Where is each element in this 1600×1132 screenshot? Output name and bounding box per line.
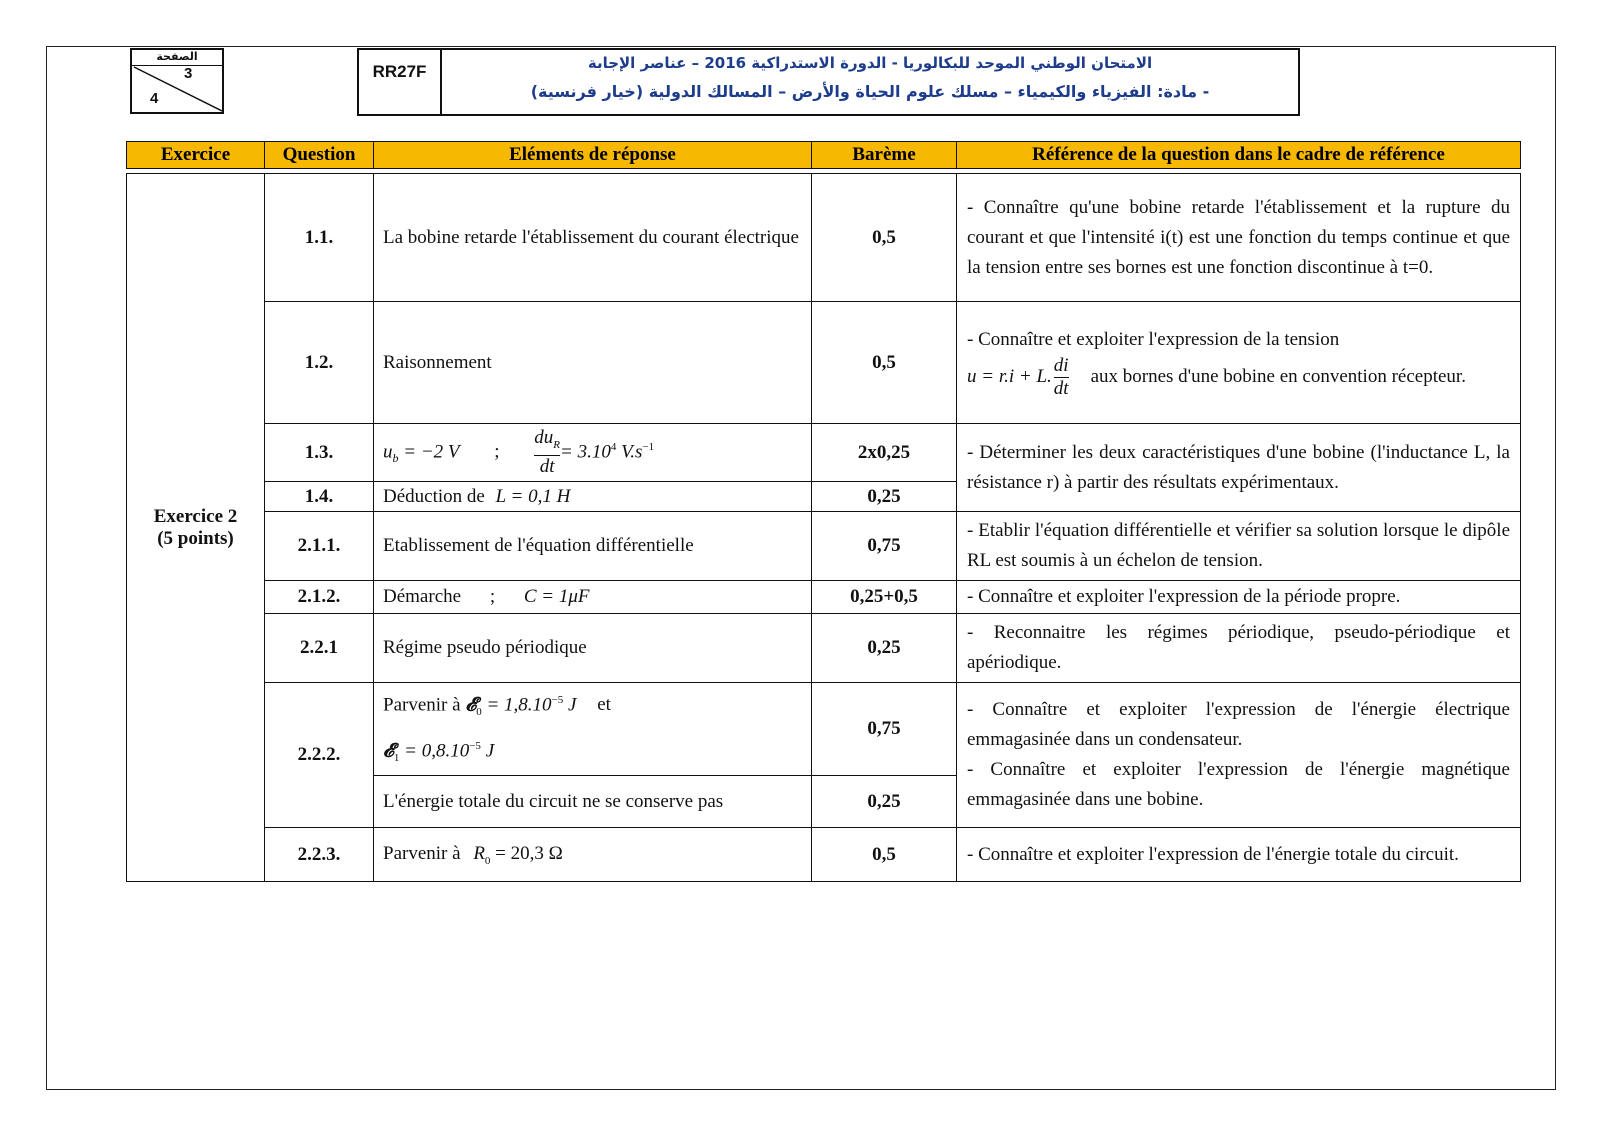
answer-cell (374, 424, 812, 482)
fraction-numerator: du (534, 426, 554, 448)
answer-cell (374, 683, 812, 776)
u-b-sub: b (392, 450, 399, 465)
reference-text: - Connaître et exploiter l'expression de la période propre. (967, 586, 1401, 607)
score-cell: 0,25 (812, 776, 957, 828)
table-header-row (127, 142, 1521, 169)
score-cell: 0,25 (812, 614, 957, 683)
answer-text: Démarche (383, 586, 462, 607)
derivative-fraction (534, 427, 560, 479)
answer-cell: L'énergie totale du circuit ne se conserve pas (374, 776, 812, 828)
u-b-symbol: u (383, 440, 393, 462)
reference-cell (957, 174, 1521, 302)
exercise-label: Exercice 2 (153, 505, 238, 527)
fraction-numerator-sub: R (553, 438, 561, 451)
u-b-value: = −2 V (398, 440, 460, 462)
table-row (127, 424, 1521, 482)
answer-cell (374, 828, 812, 882)
derivative-exp: 4 (610, 440, 617, 453)
answer-text: Déduction de (383, 485, 485, 507)
table-row (127, 683, 1521, 776)
exercise-points: (5 points) (157, 527, 234, 549)
table-row (127, 614, 1521, 683)
question-number: 1.2. (265, 302, 374, 424)
question-number: 2.2.3. (265, 828, 374, 882)
exam-title-box (440, 48, 1300, 116)
header-bareme: Barème (812, 142, 957, 169)
score-cell: 0,75 (812, 683, 957, 776)
answer-text: Parvenir à (383, 842, 461, 864)
score-cell: 0,75 (812, 512, 957, 581)
reference-text: - Connaître et exploiter l'expression de l'énergie électrique emmagasinée dans un condensateur. (967, 699, 1510, 751)
answer-cell: Raisonnement (374, 302, 812, 424)
energy-exp-1: −5 (469, 740, 481, 753)
answer-cell: La bobine retarde l'établissement du courant électrique (374, 174, 812, 302)
reference-cell (957, 683, 1521, 828)
reference-cell (957, 424, 1521, 512)
question-number: 1.3. (265, 424, 374, 482)
score-cell: 2x0,25 (812, 424, 957, 482)
energy-sub-1: 1 (393, 752, 400, 765)
reference-text: - Connaître et exploiter l'expression de la tension (967, 329, 1340, 350)
energy-exp-0: −5 (551, 694, 564, 706)
reference-text: - Reconnaitre les régimes périodique, pseudo-périodique et apériodique. (967, 622, 1510, 673)
reference-text: - Déterminer les deux caractéristiques d'une bobine (l'inductance L, la résistance r) à partir des résultats expérimentaux. (967, 441, 1510, 493)
table-row (127, 828, 1521, 882)
reference-text: - Connaître et exploiter l'expression de l'énergie totale du circuit. (967, 843, 1459, 865)
exam-title-line1: الامتحان الوطني الموحد للبكالوريا - الدورة الاستدراكية 2016 – عناصر الإجابة (587, 54, 1153, 72)
score-cell: 0,5 (812, 828, 957, 882)
reference-cell (957, 828, 1521, 882)
table-row (127, 302, 1521, 424)
score-cell: 0,5 (812, 174, 957, 302)
exam-title-line2: - مادة: الفيزياء والكيمياء – مسلك علوم الحياة والأرض – المسالك الدولية (خيار فرنسية) (530, 82, 1210, 101)
resistance-sub: 0 (484, 854, 491, 867)
resistance-symbol: R (473, 842, 485, 864)
answer-cell: Etablissement de l'équation différentielle (374, 512, 812, 581)
question-number: 1.4. (265, 482, 374, 512)
page-current: 3 (184, 65, 193, 82)
separator: ; (494, 440, 500, 462)
derivative-unit: V.s (616, 440, 643, 462)
answer-cell: Régime pseudo périodique (374, 614, 812, 683)
resistance-value: = 20,3 Ω (490, 842, 563, 864)
inductance-value: L = 0,1 H (495, 485, 571, 507)
page-divider-line (132, 65, 222, 113)
answer-table (126, 141, 1521, 882)
score-cell: 0,25 (812, 482, 957, 512)
fraction-denominator: dt (1053, 378, 1069, 399)
question-number: 2.1.1. (265, 512, 374, 581)
table-row (127, 174, 1521, 302)
energy-symbol-1: 𝓔 (383, 740, 394, 762)
header-exercice: Exercice (127, 142, 265, 169)
reference-text-2: - Connaître et exploiter l'expression de l'énergie magnétique emmagasinée dans une bobine. (967, 759, 1510, 811)
question-number: 2.2.1 (265, 614, 374, 683)
reference-cell (957, 512, 1521, 581)
answer-text: Parvenir à (383, 694, 461, 716)
exam-code: RR27F (357, 48, 440, 116)
reference-text: aux bornes d'une bobine en convention récepteur. (1090, 365, 1466, 387)
energy-value-1: = 0,8.10 (399, 740, 470, 762)
score-cell: 0,25+0,5 (812, 581, 957, 614)
reference-cell (957, 581, 1521, 614)
answer-cell (374, 581, 812, 614)
table-row (127, 581, 1521, 614)
question-number: 2.2.2. (265, 683, 374, 828)
reference-cell (957, 302, 1521, 424)
score-cell: 0,5 (812, 302, 957, 424)
page-label: الصفحة (132, 50, 222, 66)
energy-value-0: = 1,8.10 (481, 694, 552, 716)
reference-cell (957, 614, 1521, 683)
answer-cell (374, 482, 812, 512)
question-number: 1.1. (265, 174, 374, 302)
conjunction: et (597, 694, 611, 716)
derivative-value: = 3.10 (560, 440, 611, 462)
reference-text: - Connaître qu'une bobine retarde l'établissement et la rupture du courant et que l'intensité i(t) est une fonction du temps continue et que la tension entre ses bornes est une fonction discontinue à t=0. (967, 196, 1510, 278)
table-row (127, 512, 1521, 581)
derivative-unit-exp: −1 (642, 440, 655, 453)
exercise-cell (127, 174, 265, 882)
fraction-numerator: di (1053, 355, 1069, 376)
energy-unit-0: J (563, 694, 577, 716)
formula-fraction (1054, 355, 1069, 400)
header-reference: Référence de la question dans le cadre de référence (957, 142, 1521, 169)
header-question: Question (265, 142, 374, 169)
page-total: 4 (150, 90, 159, 107)
energy-symbol-0: 𝓔 (465, 694, 477, 716)
capacitance-value: C = 1μF (523, 586, 590, 607)
reference-text: - Etablir l'équation différentielle et vérifier sa solution lorsque le dipôle RL est soumis à un échelon de tension. (967, 520, 1510, 571)
header-elements: Eléments de réponse (374, 142, 812, 169)
fraction-denominator: dt (539, 456, 555, 478)
separator: ; (489, 586, 496, 607)
tension-formula: u = r.i + L. (967, 365, 1052, 387)
question-number: 2.1.2. (265, 581, 374, 614)
energy-sub-0: 0 (476, 706, 482, 719)
energy-unit-1: J (480, 740, 495, 762)
page-number-box (130, 48, 224, 114)
